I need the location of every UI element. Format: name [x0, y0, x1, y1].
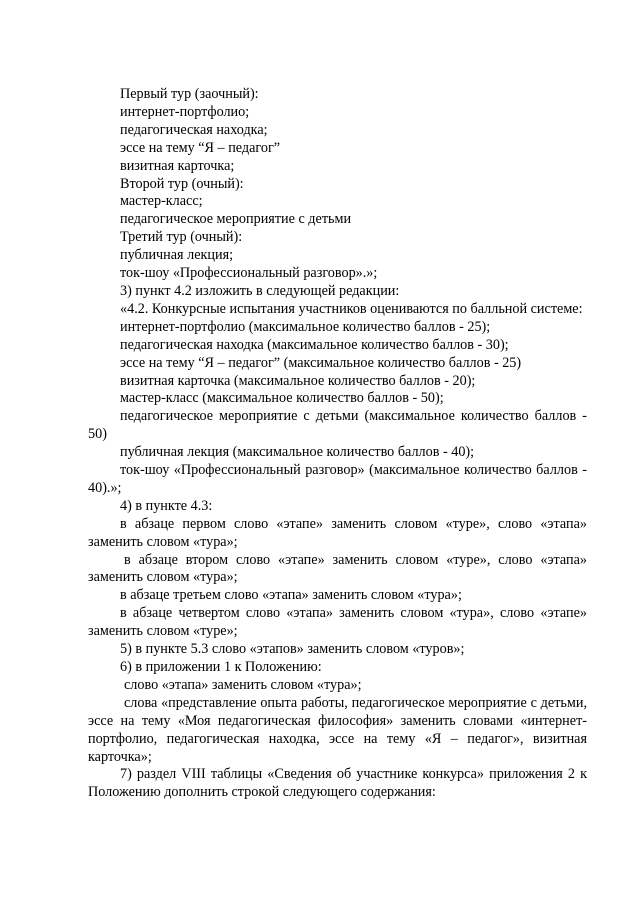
- paragraph: 5) в пункте 5.3 слово «этапов» заменить словом «туров»;: [120, 641, 465, 658]
- paragraph: педагогическая находка (максимальное количество баллов - 30);: [120, 336, 509, 353]
- paragraph: в абзаце третьем слово «этапа» заменить словом «тура»;: [120, 587, 462, 604]
- paragraph: визитная карточка;: [120, 157, 235, 174]
- paragraph: ток-шоу «Профессиональный разговор».»;: [120, 265, 378, 282]
- paragraph: слово «этапа» заменить словом «тура»;: [124, 676, 362, 693]
- paragraph: слова «представление опыта работы, педагогическое мероприятие с детьми, эссе на тему «Моя педагогическая философия» заменить словами «интернет-портфолио, педагогическая находка, эссе на тему «Я – педагог», визитная карточка»;: [88, 694, 587, 765]
- paragraph: педагогическое мероприятие с детьми (максимальное количество баллов - 50): [88, 408, 587, 443]
- paragraph: 3) пункт 4.2 изложить в следующей редакции:: [120, 282, 400, 299]
- paragraph: 6) в приложении 1 к Положению:: [120, 659, 322, 675]
- paragraph: эссе на тему “Я – педагог”: [120, 139, 281, 156]
- paragraph: публичная лекция (максимальное количество баллов - 40);: [120, 444, 475, 461]
- paragraph: визитная карточка (максимальное количество баллов - 20);: [120, 372, 476, 389]
- paragraph: публичная лекция;: [120, 247, 234, 264]
- paragraph: мастер-класс (максимальное количество баллов - 50);: [120, 390, 444, 407]
- paragraph: педагогическая находка;: [120, 121, 268, 138]
- paragraph: интернет-портфолио;: [120, 103, 250, 120]
- paragraph: педагогическое мероприятие с детьми: [120, 211, 352, 228]
- paragraph: Первый тур (заочный):: [120, 86, 259, 102]
- paragraph: интернет-портфолио (максимальное количество баллов - 25);: [120, 318, 491, 335]
- paragraph: эссе на тему “Я – педагог” (максимальное количество баллов - 25): [120, 354, 522, 371]
- document-body: [88, 86, 587, 802]
- paragraph: в абзаце первом слово «этапе» заменить словом «туре», слово «этапа» заменить словом «тура»;: [88, 515, 587, 550]
- paragraph: Второй тур (очный):: [120, 175, 244, 192]
- paragraph: 7) раздел VIII таблицы «Сведения об участнике конкурса» приложения 2 к Положению дополнить строкой следующего содержания:: [88, 766, 587, 801]
- paragraph: Третий тур (очный):: [120, 229, 243, 246]
- paragraph: мастер-класс;: [120, 193, 203, 210]
- paragraph: ток-шоу «Профессиональный разговор» (максимальное количество баллов - 40).»;: [88, 462, 587, 496]
- paragraph: в абзаце втором слово «этапе» заменить словом «туре», слово «этапа» заменить словом «тура»;: [88, 551, 587, 586]
- paragraph: в абзаце четвертом слово «этапа» заменить словом «тура», слово «этапе» заменить словом «туре»;: [88, 605, 587, 640]
- paragraph: «4.2. Конкурсные испытания участников оцениваются по балльной системе:: [120, 300, 583, 317]
- paragraph: 4) в пункте 4.3:: [120, 497, 213, 514]
